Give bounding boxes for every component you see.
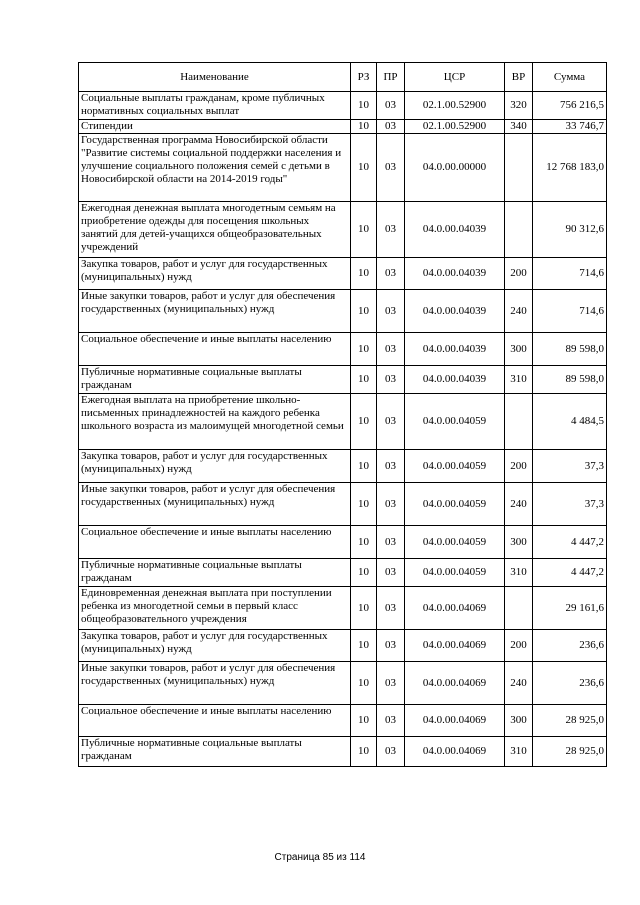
- cell-rz: 10: [351, 705, 377, 737]
- cell-vr: 340: [505, 120, 533, 134]
- cell-name: Иные закупки товаров, работ и услуг для обеспечения государственных (муниципальных) нужд: [79, 290, 351, 333]
- cell-vr: 240: [505, 662, 533, 705]
- cell-name: Государственная программа Новосибирской области "Развитие системы социальной поддержки населения и улучшение социального положения семей с детьми в Новосибирской области на 2014-2019 годы": [79, 134, 351, 202]
- cell-vr: [505, 202, 533, 258]
- cell-sum: 236,6: [533, 662, 607, 705]
- cell-vr: 300: [505, 526, 533, 559]
- cell-pr: 03: [377, 366, 405, 394]
- cell-rz: 10: [351, 202, 377, 258]
- cell-pr: 03: [377, 333, 405, 366]
- cell-pr: 03: [377, 705, 405, 737]
- cell-sum: 28 925,0: [533, 737, 607, 767]
- cell-sum: 12 768 183,0: [533, 134, 607, 202]
- cell-rz: 10: [351, 134, 377, 202]
- cell-csr: 04.0.00.04059: [405, 526, 505, 559]
- header-sum: Сумма: [533, 63, 607, 92]
- cell-pr: 03: [377, 120, 405, 134]
- budget-table: [78, 62, 607, 767]
- cell-csr: 04.0.00.04059: [405, 450, 505, 483]
- cell-csr: 04.0.00.04069: [405, 630, 505, 662]
- table-row: [79, 92, 607, 120]
- table-row: [79, 120, 607, 134]
- cell-sum: 89 598,0: [533, 366, 607, 394]
- cell-sum: 29 161,6: [533, 587, 607, 630]
- cell-rz: 10: [351, 258, 377, 290]
- table-row: [79, 333, 607, 366]
- cell-rz: 10: [351, 630, 377, 662]
- cell-pr: 03: [377, 559, 405, 587]
- cell-csr: 04.0.00.04039: [405, 290, 505, 333]
- cell-csr: 04.0.00.04069: [405, 587, 505, 630]
- cell-csr: 02.1.00.52900: [405, 92, 505, 120]
- cell-pr: 03: [377, 630, 405, 662]
- cell-csr: 04.0.00.04039: [405, 258, 505, 290]
- header-pr: ПР: [377, 63, 405, 92]
- cell-sum: 714,6: [533, 258, 607, 290]
- table-row: [79, 258, 607, 290]
- cell-rz: 10: [351, 559, 377, 587]
- cell-csr: 04.0.00.04059: [405, 559, 505, 587]
- table-row: [79, 202, 607, 258]
- cell-name: Единовременная денежная выплата при поступлении ребенка из многодетной семьи в первый класс общеобразовательного учреждения: [79, 587, 351, 630]
- cell-vr: 240: [505, 290, 533, 333]
- cell-sum: 756 216,5: [533, 92, 607, 120]
- cell-sum: 37,3: [533, 483, 607, 526]
- table-row: [79, 366, 607, 394]
- cell-sum: 37,3: [533, 450, 607, 483]
- cell-rz: 10: [351, 333, 377, 366]
- cell-pr: 03: [377, 737, 405, 767]
- cell-sum: 714,6: [533, 290, 607, 333]
- cell-csr: 04.0.00.04069: [405, 737, 505, 767]
- cell-csr: 04.0.00.04039: [405, 202, 505, 258]
- table-row: [79, 290, 607, 333]
- cell-vr: 300: [505, 333, 533, 366]
- header-name: Наименование: [79, 63, 351, 92]
- cell-pr: 03: [377, 134, 405, 202]
- cell-name: Социальное обеспечение и иные выплаты населению: [79, 526, 351, 559]
- cell-pr: 03: [377, 258, 405, 290]
- cell-sum: 28 925,0: [533, 705, 607, 737]
- cell-pr: 03: [377, 587, 405, 630]
- cell-csr: 04.0.00.04059: [405, 483, 505, 526]
- cell-pr: 03: [377, 526, 405, 559]
- cell-sum: 4 447,2: [533, 559, 607, 587]
- cell-rz: 10: [351, 290, 377, 333]
- cell-pr: 03: [377, 394, 405, 450]
- table-row: [79, 559, 607, 587]
- cell-vr: 300: [505, 705, 533, 737]
- cell-name: Публичные нормативные социальные выплаты гражданам: [79, 559, 351, 587]
- cell-pr: 03: [377, 92, 405, 120]
- cell-sum: 33 746,7: [533, 120, 607, 134]
- table-row: [79, 737, 607, 767]
- cell-csr: 04.0.00.04059: [405, 394, 505, 450]
- cell-vr: [505, 587, 533, 630]
- cell-pr: 03: [377, 450, 405, 483]
- cell-rz: 10: [351, 120, 377, 134]
- cell-rz: 10: [351, 366, 377, 394]
- cell-sum: 4 484,5: [533, 394, 607, 450]
- cell-rz: 10: [351, 483, 377, 526]
- cell-pr: 03: [377, 662, 405, 705]
- cell-rz: 10: [351, 450, 377, 483]
- page-number: Страница 85 из 114: [274, 852, 366, 863]
- cell-vr: [505, 134, 533, 202]
- table-body: [79, 92, 607, 767]
- cell-name: Публичные нормативные социальные выплаты гражданам: [79, 737, 351, 767]
- table-row: [79, 662, 607, 705]
- cell-vr: 200: [505, 258, 533, 290]
- cell-vr: 310: [505, 366, 533, 394]
- cell-vr: 320: [505, 92, 533, 120]
- table-row: [79, 630, 607, 662]
- table-row: [79, 450, 607, 483]
- cell-rz: 10: [351, 587, 377, 630]
- cell-name: Ежегодная денежная выплата многодетным семьям на приобретение одежды для посещения школьных занятий для детей-учащихся общеобразовательных учреждений: [79, 202, 351, 258]
- cell-rz: 10: [351, 394, 377, 450]
- cell-rz: 10: [351, 737, 377, 767]
- cell-vr: 240: [505, 483, 533, 526]
- cell-sum: 90 312,6: [533, 202, 607, 258]
- cell-csr: 04.0.00.04069: [405, 705, 505, 737]
- cell-pr: 03: [377, 483, 405, 526]
- cell-vr: [505, 394, 533, 450]
- cell-sum: 89 598,0: [533, 333, 607, 366]
- cell-csr: 04.0.00.00000: [405, 134, 505, 202]
- cell-rz: 10: [351, 526, 377, 559]
- cell-name: Закупка товаров, работ и услуг для государственных (муниципальных) нужд: [79, 630, 351, 662]
- cell-name: Иные закупки товаров, работ и услуг для обеспечения государственных (муниципальных) нужд: [79, 662, 351, 705]
- cell-csr: 02.1.00.52900: [405, 120, 505, 134]
- cell-pr: 03: [377, 202, 405, 258]
- header-row: [79, 63, 607, 92]
- cell-name: Стипендии: [79, 120, 351, 134]
- cell-rz: 10: [351, 662, 377, 705]
- header-csr: ЦСР: [405, 63, 505, 92]
- cell-csr: 04.0.00.04039: [405, 366, 505, 394]
- cell-csr: 04.0.00.04039: [405, 333, 505, 366]
- table-row: [79, 587, 607, 630]
- cell-vr: 310: [505, 559, 533, 587]
- cell-name: Социальные выплаты гражданам, кроме публичных нормативных социальных выплат: [79, 92, 351, 120]
- cell-name: Иные закупки товаров, работ и услуг для обеспечения государственных (муниципальных) нужд: [79, 483, 351, 526]
- cell-name: Социальное обеспечение и иные выплаты населению: [79, 333, 351, 366]
- cell-csr: 04.0.00.04069: [405, 662, 505, 705]
- cell-name: Публичные нормативные социальные выплаты гражданам: [79, 366, 351, 394]
- cell-vr: 200: [505, 450, 533, 483]
- table-row: [79, 394, 607, 450]
- table-row: [79, 526, 607, 559]
- cell-name: Ежегодная выплата на приобретение школьно-письменных принадлежностей на каждого ребенка школьного возраста из малоимущей многодетной семьи: [79, 394, 351, 450]
- cell-vr: 200: [505, 630, 533, 662]
- table-row: [79, 134, 607, 202]
- cell-name: Закупка товаров, работ и услуг для государственных (муниципальных) нужд: [79, 450, 351, 483]
- header-vr: ВР: [505, 63, 533, 92]
- cell-name: Закупка товаров, работ и услуг для государственных (муниципальных) нужд: [79, 258, 351, 290]
- cell-vr: 310: [505, 737, 533, 767]
- header-rz: РЗ: [351, 63, 377, 92]
- cell-name: Социальное обеспечение и иные выплаты населению: [79, 705, 351, 737]
- table-row: [79, 483, 607, 526]
- table-row: [79, 705, 607, 737]
- cell-rz: 10: [351, 92, 377, 120]
- table-header: [79, 63, 607, 92]
- cell-pr: 03: [377, 290, 405, 333]
- cell-sum: 4 447,2: [533, 526, 607, 559]
- cell-sum: 236,6: [533, 630, 607, 662]
